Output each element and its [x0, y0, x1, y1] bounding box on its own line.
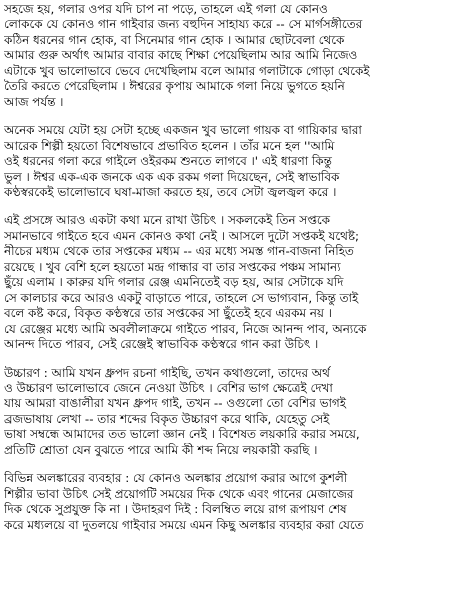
text-line: সমানভাবে গাইতে হবে এমন কোনও কথা নেই । আসলে দুটো সপ্তকই যথেষ্ট;: [4, 228, 359, 243]
text-line: তৈরি করতে পেরেছিলাম । ঈশ্বরের কৃপায় আমাকে গলা নিয়ে ভুগতে হয়নি: [4, 79, 345, 94]
text-line: ও উচ্চারণ ভালোভাবে জেনে নেওয়া উচিৎ । বেশির ভাগ ক্ষেত্রেই দেখা: [4, 380, 333, 395]
paragraph-natural-voice: [4, 123, 453, 200]
text-line: শিল্পীর ভাবা উচিৎ সেই প্রয়োগটি সময়ের দিক থেকে এবং গানের মেজাজের: [4, 486, 354, 501]
text-line: আমার গুরু অর্থাৎ আমার বাবার কাছে শিক্ষা পেয়েছিলাম আর আমি নিজেও: [4, 48, 358, 63]
text-line: যে রেঞ্জের মধ্যে আমি অবলীলাক্রমে গাইতে পারব, নিজে আনন্দ পাব, অন্যকে: [4, 321, 367, 336]
text-line: এটাকে খুব ভালোভাবে ভেবে দেখেছিলাম বলে আমার গলাটাকে গোড়া থেকেই: [4, 63, 370, 78]
paragraph-pronunciation: [4, 366, 453, 459]
text-line: উচ্চারণ : আমি যখন ধ্রুপদ রচনা গাইছি, তখন কথাগুলো, তাদের অর্থ: [4, 365, 330, 380]
text-line: ছুঁয়ে এলাম । কারুর যদি গলার রেঞ্জ এমনিতেই বড় হয়, আর সেটাকে যদি: [4, 275, 344, 290]
text-line: নীচের মধ্যম থেকে তার সপ্তকের মধ্যম -- এর মধ্যে সমস্ত গান-বাজনা নিহিত: [4, 244, 354, 259]
paragraph-ornamentation: [4, 471, 453, 533]
text-line: করে মধ্যলয়ে বা দুতলয়ে গাইবার সময়ে এমন কিছু অলঙ্কার ব্যবহার করা যেতে: [4, 517, 364, 532]
text-line: ওই ধরনের গলা করে গাইলে ওইরকম শুনতে লাগবে ।' এই ধারণা কিন্তু: [4, 154, 332, 169]
text-line: রয়েছে । খুব বেশি হলে হয়তো মন্দ্র গান্ধার বা তার সপ্তকের পঞ্চম সামান্য: [4, 259, 341, 274]
text-line: এই প্রসঙ্গে আরও একটা কথা মনে রাখা উচিৎ । সকলকেই তিন সপ্তকে: [4, 213, 330, 228]
text-line: আজ পর্যন্ত ।: [4, 94, 64, 109]
text-line: ভুল । ঈশ্বর এক-এক জনকে এক এক রকম গলা দিয়েছেন, সেই স্বাভাবিক: [4, 169, 340, 184]
text-line: কণ্ঠস্বরকেই ভালোভাবে ঘষা-মাজা করতে হয়, তবে সেটা জ্বলজ্বল করে ।: [4, 184, 337, 199]
text-line: যায় আমরা বাঙালীরা যখন ধ্রুপদ গাই, তখন -- ওগুলো তো বেশির ভাগই: [4, 396, 346, 411]
text-line: আরেক শিল্পী হয়তো বিশেষভাবে প্রভাবিত হলেন । তাঁর মনে হল ''আমি: [4, 138, 335, 153]
text-line: সহজে হয়, গলার ওপর যদি চাপ না পড়ে, তাহলে এই গলা যে কোনও: [4, 2, 328, 16]
text-line: কঠিন ধরনের গান হোক, বা সিনেমার গান হোক । আমার ছোটবেলা থেকে: [4, 32, 345, 47]
paragraph-voice-training: [4, 2, 453, 110]
text-line: দিক থেকে সুপ্রযুক্ত কি না । উদাহরণ দিই : বিলম্বিত লয়ে রাগ রূপায়ণ শেষ: [4, 502, 347, 517]
paragraph-vocal-range: [4, 213, 453, 352]
text-line: লোককে যে কোনও গান গাইবার জন্য বহুদিন সাহায্য করে -- সে মার্গসঙ্গীতের: [4, 17, 363, 32]
text-line: প্রতিটি শ্রোতা যেন বুঝতে পারে আমি কী শব্দ নিয়ে লয়কারী করছি ।: [4, 442, 318, 457]
text-line: সে কালচার করে আরও একটু বাড়াতে পারে, তাহলে সে ভাগ্যবান, কিন্তু তাই: [4, 290, 359, 305]
text-line: বিভিন্ন অলঙ্কারের ব্যবহার : যে কোনও অলঙ্কার প্রয়োগ করার আগে কুশলী: [4, 471, 348, 486]
text-line: বলে কষ্ট করে, বিকৃত কণ্ঠস্বরে তার সপ্তকের সা ছুঁতেই হবে এরকম নয় ।: [4, 306, 332, 321]
text-line: ব্রজভাষায় লেখা -- তার শব্দের বিকৃত উচ্চারণ করে থাকি, যেহেতু সেই: [4, 411, 330, 426]
text-line: ভাষা সম্বন্ধে আমাদের তত ভালো জ্ঞান নেই । বিশেষত লয়কারি করার সময়ে,: [4, 427, 360, 442]
text-line: অনেক সময়ে যেটা হয় সেটা হচ্ছে একজন খুব ভালো গায়ক বা গায়িকার দ্বারা: [4, 123, 362, 138]
text-line: আনন্দ দিতে পারব, সেই রেঞ্জেই স্বাভাবিক কণ্ঠস্বরে গান করা উচিৎ ।: [4, 337, 319, 352]
